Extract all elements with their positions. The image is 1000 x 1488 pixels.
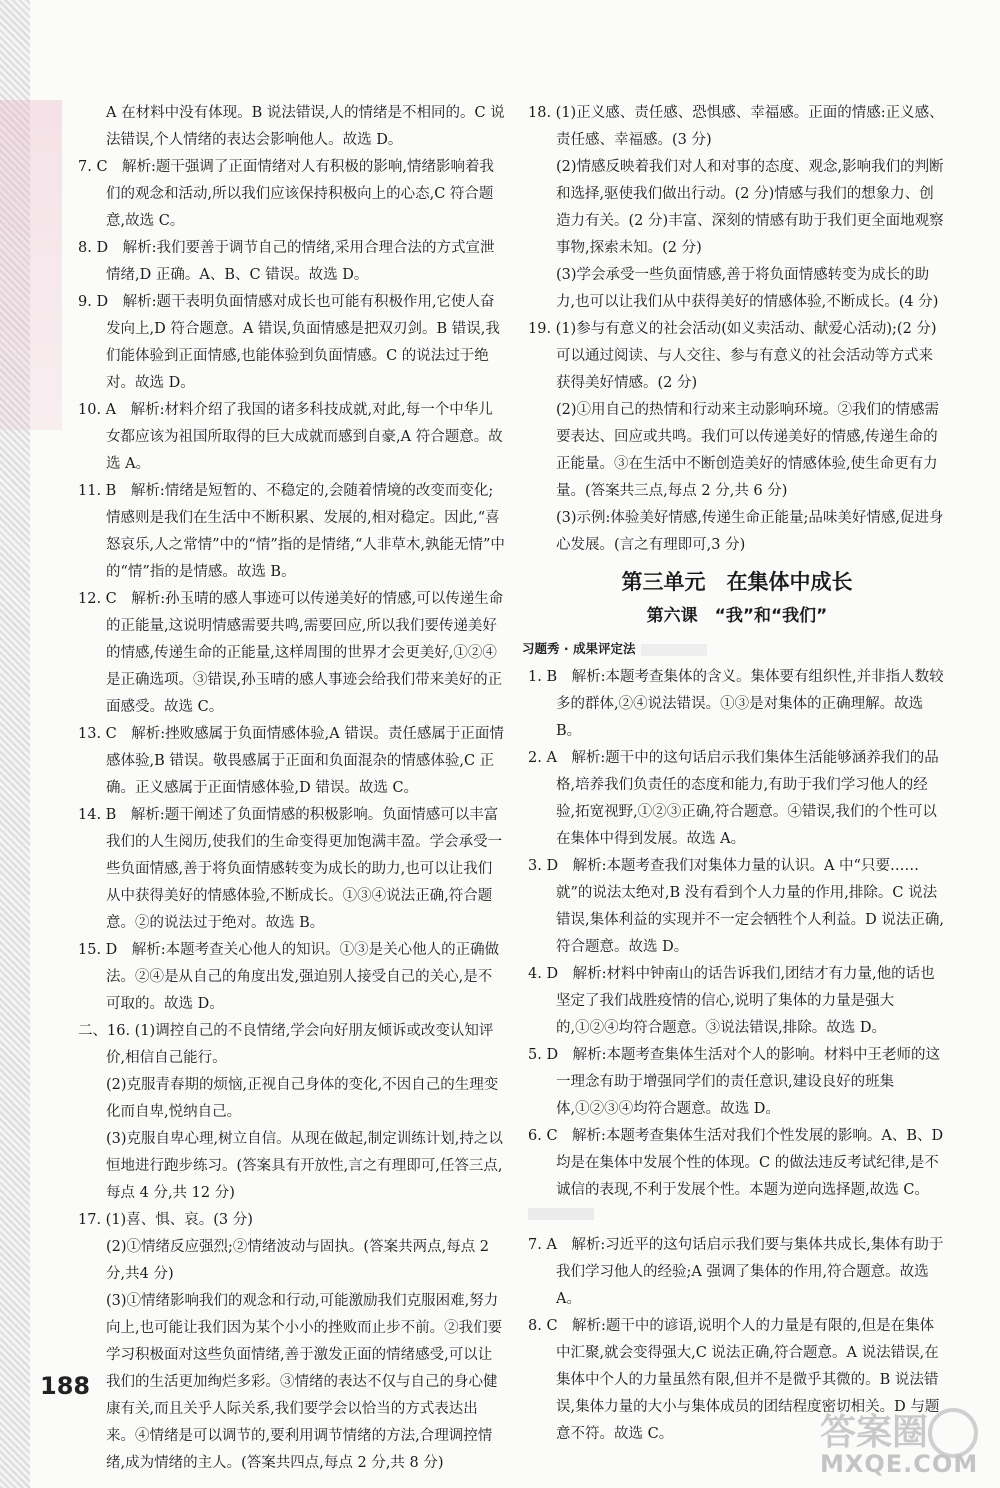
answer-paragraph: 8. D 解析:我们要善于调节自己的情绪,采用合理合法的方式宣泄情绪,D 正确。A、B、C 错误。故选 D。	[78, 240, 495, 283]
section-label-text: 习题秀 · 成果评定法	[522, 641, 636, 656]
right-column-answers-bottom	[528, 664, 946, 1204]
answer-paragraph: (2)①用自己的热情和行动来主动影响环境。②我们的情感需要表达、回应或共鸣。我们可以传递美好的情感,传递生命的正能量。③在生活中不断创造美好的情感体验,使生命更有力量。(答案共三点,每点 2 分,共 6 分)	[556, 402, 940, 499]
answer-paragraph: 13. C 解析:挫败感属于负面情感体验,A 错误。责任感属于正面情感体验,B 错误。敬畏感属于正面和负面混杂的情感体验,C 正确。正义感属于正面情感体验,D 错误。故选 C。	[78, 726, 504, 796]
watermark-en-text: MXQE.COM	[820, 1450, 979, 1478]
answer-paragraph: 15. D 解析:本题考查关心他人的知识。①③是关心他人的正确做法。②④是从自己的角度出发,强迫别人接受自己的关心,是不可取的。故选 D。	[78, 942, 500, 1012]
answer-paragraph: 12. C 解析:孙玉晴的感人事迹可以传递美好的情感,可以传递生命的正能量,这说明情感需要共鸣,需要回应,所以我们要传递美好的情感,传递生命的正能量,这样周围的世界才会更美好,①②④是正确选项。③错误,孙玉晴的感人事迹会给我们带来美好的正面感受。故选 C。	[78, 591, 504, 715]
answer-paragraph: 8. C 解析:题干中的谚语,说明个人的力量是有限的,但是在集体中汇聚,就会变得强大,C 说法正确,符合题意。A 说法错误,在集体中个人的力量虽然有限,但并不是微乎其微的。B 说法错误,集体力量的大小与集体成员的团结程度密切相关。D 与题意不符。故选 C。	[528, 1318, 940, 1442]
faded-side-tab	[0, 100, 62, 430]
answer-paragraph: 18. (1)正义感、责任感、恐惧感、幸福感。正面的情感:正义感、责任感、幸福感。(3 分)	[528, 105, 944, 148]
answer-paragraph: 6. C 解析:本题考查集体生活对我们个性发展的影响。A、B、D 均是在集体中发展个性的体现。C 的做法违反考试纪律,是不诚信的表现,不利于发展个性。本题为逆向选择题,故选 C。	[528, 1128, 944, 1198]
answer-paragraph: 1. B 解析:本题考查集体的含义。集体要有组织性,并非指人数较多的群体,②④说法错误。①③是对集体的正确理解。故选 B。	[528, 669, 944, 739]
answer-paragraph: (2)①情绪反应强烈;②情绪波动与固执。(答案共两点,每点 2 分,共4 分)	[106, 1239, 490, 1282]
answer-paragraph: (3)①情绪影响我们的观念和行动,可能激励我们克服困难,努力向上,也可能让我们因为某个小小的挫败而止步不前。②我们要学习积极面对这些负面情绪,善于激发正面的情绪感受,可以让我们的生活更加绚烂多彩。③情绪的表达不仅与自己的身心健康有关,而且关乎人际关系,我们要学会以恰当的方式表达出来。④情绪是可以调节的,要利用调节情绪的方法,合理调控情绪,成为情绪的主人。(答案共四点,每点 2 分,共 8 分)	[106, 1293, 503, 1471]
answer-paragraph: 17. (1)喜、惧、哀。(3 分)	[78, 1212, 253, 1228]
answer-paragraph: 7. C 解析:题干强调了正面情绪对人有积极的影响,情绪影响着我们的观念和活动,所以我们应该保持积极向上的心态,C 符合题意,故选 C。	[78, 159, 495, 229]
answer-paragraph: (2)克服青春期的烦恼,正视自己身体的变化,不因自己的生理变化而自卑,悦纳自己。	[106, 1077, 499, 1120]
answer-paragraph: 14. B 解析:题干阐述了负面情感的积极影响。负面情感可以丰富我们的人生阅历,使我们的生命变得更加饱满丰盈。学会承受一些负面情感,善于将负面情感转变为成长的助力,也可以让我们从中获得美好的情感体验,不断成长。①③④说法正确,符合题意。②的说法过于绝对。故选 B。	[78, 807, 503, 931]
answer-paragraph: (2)情感反映着我们对人和对事的态度、观念,影响我们的判断和选择,驱使我们做出行动。(2 分)情感与我们的想象力、创造力有关。(2 分)丰富、深刻的情感有助于我们更全面地观察事物,探索未知。(2 分)	[556, 159, 944, 256]
answer-paragraph: 4. D 解析:材料中钟南山的话告诉我们,团结才有力量,他的话也坚定了我们战胜疫情的信心,说明了集体的力量是强大的,①②④均符合题意。③说法错误,排除。故选 D。	[528, 966, 935, 1036]
answer-paragraph: (3)学会承受一些负面情感,善于将负面情感转变为成长的助力,也可以让我们从中获得美好的情感体验,不断成长。(4 分)	[556, 267, 939, 310]
faded-tag	[641, 644, 707, 656]
right-column	[522, 100, 946, 1448]
site-watermark	[820, 1402, 990, 1482]
answer-paragraph: 19. (1)参与有意义的社会活动(如义卖活动、献爱心活动);(2 分)可以通过阅读、与人交往、参与有意义的社会活动等方式来获得美好情感。(2 分)	[528, 321, 937, 391]
left-column	[78, 100, 506, 1477]
answer-paragraph: A 在材料中没有体现。B 说法错误,人的情绪是不相同的。C 说法错误,个人情绪的表达会影响他人。故选 D。	[106, 105, 505, 148]
answer-paragraph: 9. D 解析:题干表明负面情感对成长也可能有积极作用,它使人奋发向上,D 符合题意。A 错误,负面情感是把双刃剑。B 错误,我们能体验到正面情感,也能体验到负面情感。C 的说法过于绝对。故选 D。	[78, 294, 500, 391]
faded-sub-label	[528, 1208, 594, 1220]
answer-paragraph: 7. A 解析:习近平的这句话启示我们要与集体共成长,集体有助于我们学习他人的经验;A 强调了集体的作用,符合题意。故选 A。	[528, 1237, 944, 1307]
watermark-cn-text: 答案圈	[820, 1412, 929, 1453]
answer-paragraph: 11. B 解析:情绪是短暂的、不稳定的,会随着情境的改变而变化;情感则是我们在生活中不断积累、发展的,相对稳定。因此,“喜怒哀乐,人之常情”中的“情”指的是情绪,“人非草木,孰能无情”中的“情”指的是情感。故选 B。	[78, 483, 505, 580]
answer-paragraph: 3. D 解析:本题考查我们对集体力量的认识。A 中“只要……就”的说法太绝对,B 没有看到个人力量的作用,排除。C 说法错误,集体利益的实现并不一定会牺牲个人利益。D 说法正确,符合题意。故选 D。	[528, 858, 944, 955]
section-label	[522, 635, 946, 662]
lesson-title: 第六课 “我”和“我们”	[646, 606, 828, 626]
unit-title: 第三单元 在集体中成长	[621, 570, 853, 594]
answer-paragraph: 10. A 解析:材料介绍了我国的诸多科技成就,对此,每一个中华儿女都应该为祖国所取得的巨大成就而感到自豪,A 符合题意。故选 A。	[78, 402, 503, 472]
right-column-answers-top	[528, 100, 946, 559]
answer-paragraph: 2. A 解析:题干中的这句话启示我们集体生活能够涵养我们的品格,培养我们负责任的态度和能力,有助于我们学习他人的经验,拓宽视野,①②③正确,符合题意。④错误,我们的个性可以在集体中得到发展。故选 A。	[528, 750, 939, 847]
answer-paragraph: (3)示例:体验美好情感,传递生命正能量;品味美好情感,促进身心发展。(言之有理即可,3 分)	[556, 510, 944, 553]
page-number: 188	[40, 1372, 91, 1400]
answer-paragraph: 5. D 解析:本题考查集体生活对个人的影响。材料中王老师的这一理念有助于增强同学们的责任意识,建设良好的班集体,①②③④均符合题意。故选 D。	[528, 1047, 940, 1117]
answer-paragraph: 二、16. (1)调控自己的不良情绪,学会向好朋友倾诉或改变认知评价,相信自己能行。	[78, 1023, 494, 1066]
answer-paragraph: (3)克服自卑心理,树立自信。从现在做起,制定训练计划,持之以恒地进行跑步练习。(答案具有开放性,言之有理即可,任答三点,每点 4 分,共 12 分)	[106, 1131, 503, 1201]
